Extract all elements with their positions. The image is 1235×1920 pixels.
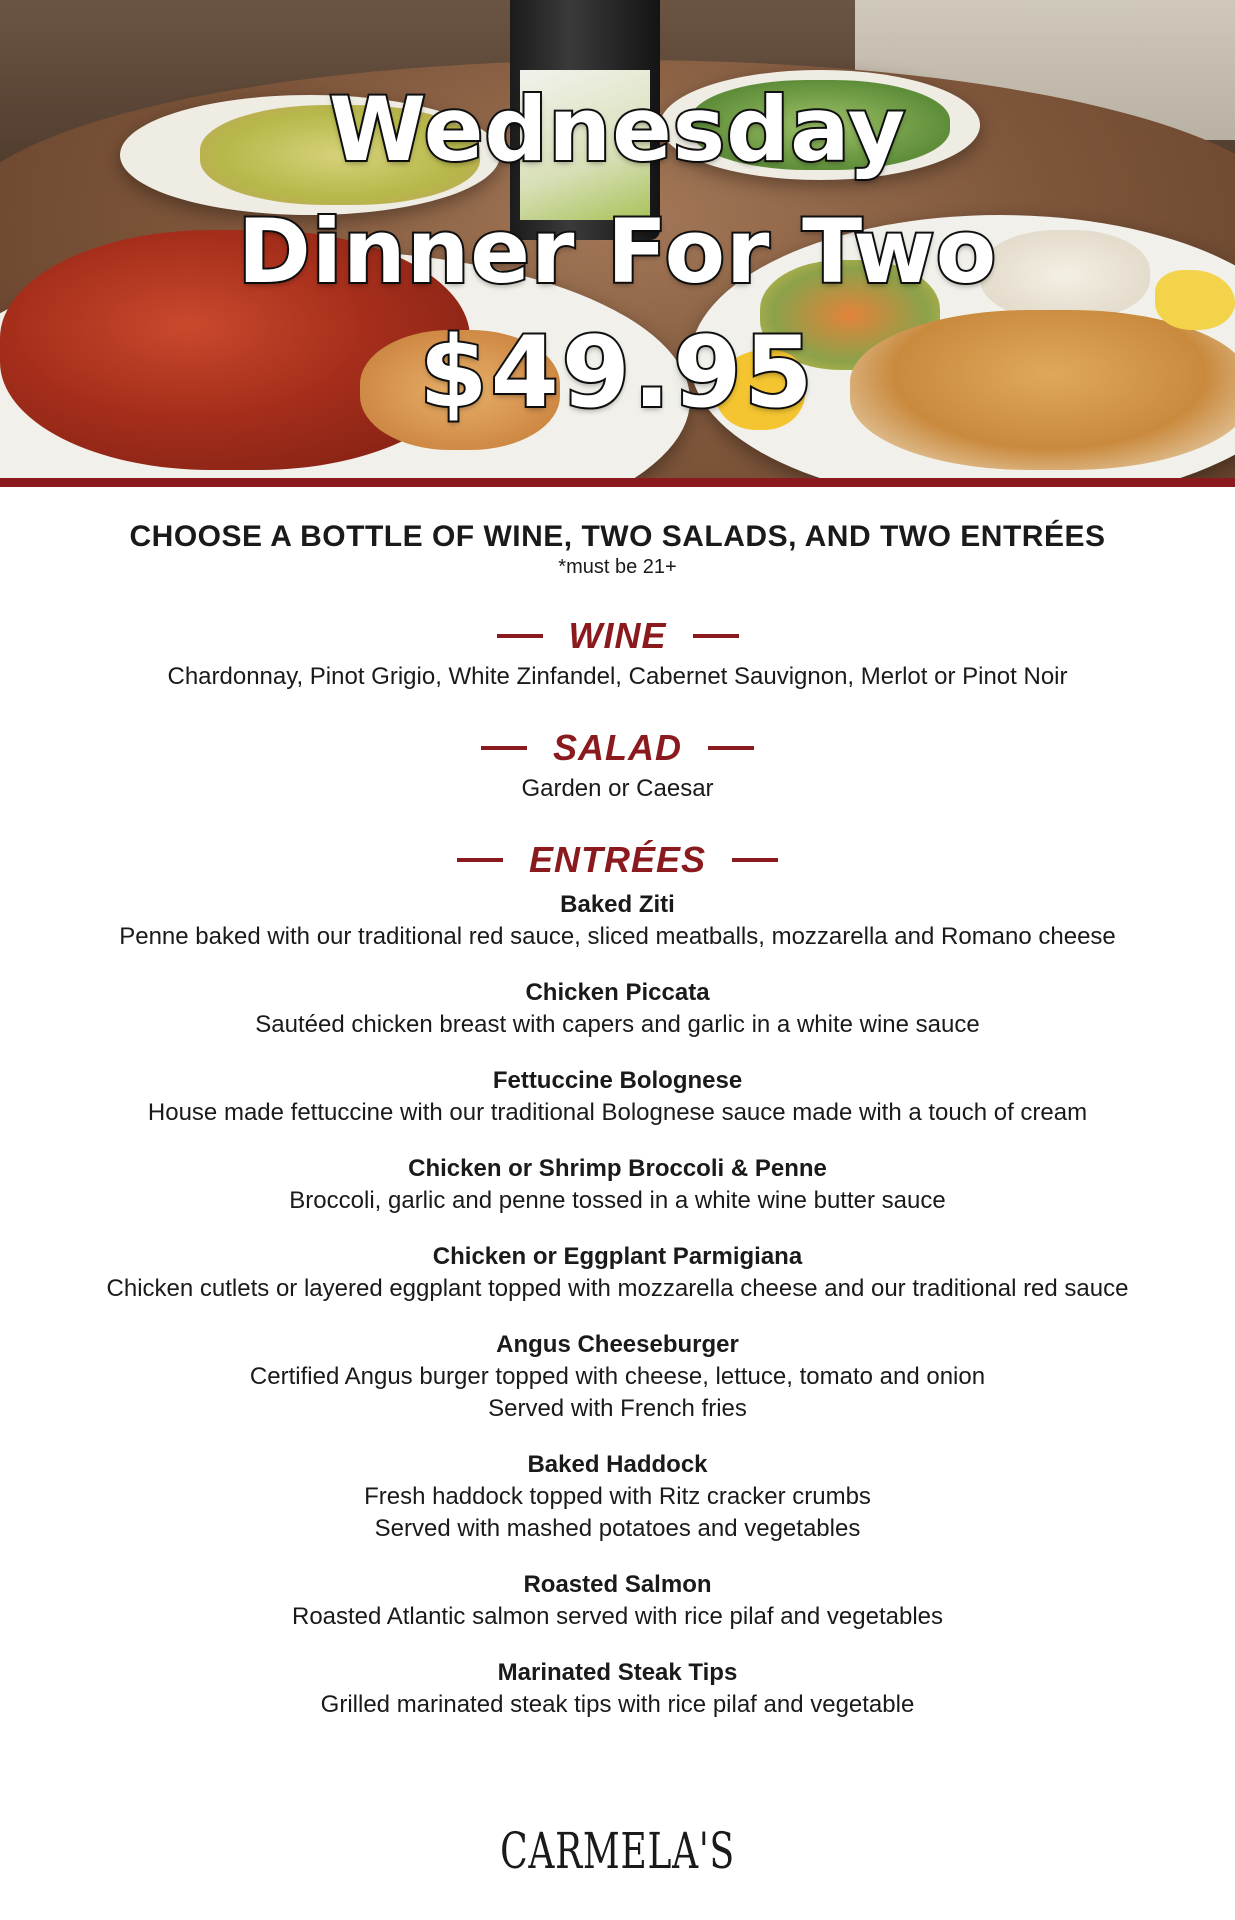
salad-options: Garden or Caesar bbox=[521, 775, 714, 802]
entree-description: Penne baked with our traditional red sauce, sliced meatballs, mozzarella and Romano cheese bbox=[119, 923, 1116, 950]
entree-description: Chicken cutlets or layered eggplant topped with mozzarella cheese and our traditional red sauce bbox=[106, 1275, 1129, 1302]
hero-photo bbox=[0, 0, 1235, 486]
entree-item bbox=[0, 1067, 1235, 1127]
entree-description: Fresh haddock topped with Ritz cracker crumbs bbox=[364, 1483, 871, 1510]
title-dash bbox=[497, 634, 543, 638]
entree-description: Roasted Atlantic salmon served with rice pilaf and vegetables bbox=[291, 1603, 944, 1630]
entree-description: Grilled marinated steak tips with rice pilaf and vegetable bbox=[320, 1691, 915, 1718]
wine-options: Chardonnay, Pinot Grigio, White Zinfandel, Cabernet Sauvignon, Merlot or Pinot Noir bbox=[167, 663, 1068, 690]
title-dash bbox=[732, 858, 778, 862]
title-dash bbox=[693, 634, 739, 638]
carmelas-logo: CARMELA'S bbox=[500, 1822, 735, 1880]
title-dash bbox=[481, 746, 527, 750]
entrees-section-title bbox=[0, 839, 1235, 881]
offer-headline: CHOOSE A BOTTLE OF WINE, TWO SALADS, AND TWO ENTRÉES bbox=[129, 520, 1106, 553]
age-note: *must be 21+ bbox=[558, 556, 677, 578]
entree-item bbox=[0, 1243, 1235, 1303]
hero-title-line1: Wednesday bbox=[328, 78, 907, 181]
hero-price: $49.95 bbox=[419, 316, 816, 430]
entree-name: Chicken Piccata bbox=[525, 979, 710, 1006]
entree-name: Roasted Salmon bbox=[523, 1571, 712, 1598]
entree-name: Marinated Steak Tips bbox=[497, 1659, 738, 1686]
entree-name: Baked Haddock bbox=[527, 1451, 708, 1478]
salad-section-title bbox=[0, 727, 1235, 769]
hero-divider bbox=[0, 478, 1235, 487]
entree-item bbox=[0, 1331, 1235, 1423]
title-dash bbox=[457, 858, 503, 862]
entree-item bbox=[0, 891, 1235, 951]
entrees-heading: ENTRÉES bbox=[528, 839, 707, 880]
entree-description: Sautéed chicken breast with capers and garlic in a white wine sauce bbox=[255, 1011, 980, 1038]
wine-heading: WINE bbox=[568, 615, 667, 656]
entree-description: House made fettuccine with our traditional Bolognese sauce made with a touch of cream bbox=[147, 1099, 1088, 1126]
entree-side: Served with mashed potatoes and vegetables bbox=[374, 1515, 861, 1542]
entree-side: Served with French fries bbox=[488, 1395, 747, 1422]
salad-heading: SALAD bbox=[553, 727, 682, 768]
entree-list bbox=[0, 891, 1235, 1719]
hero-title-line2: Dinner For Two bbox=[237, 200, 998, 303]
entree-name: Fettuccine Bolognese bbox=[492, 1067, 743, 1094]
entree-name: Chicken or Shrimp Broccoli & Penne bbox=[408, 1155, 827, 1182]
title-dash bbox=[708, 746, 754, 750]
entree-description: Broccoli, garlic and penne tossed in a white wine butter sauce bbox=[289, 1187, 946, 1214]
entree-name: Baked Ziti bbox=[560, 891, 675, 918]
entree-name: Chicken or Eggplant Parmigiana bbox=[432, 1243, 803, 1270]
entree-description: Certified Angus burger topped with cheese, lettuce, tomato and onion bbox=[249, 1363, 986, 1390]
entree-item bbox=[0, 979, 1235, 1039]
menu-content bbox=[0, 510, 1235, 1719]
entree-item bbox=[0, 1155, 1235, 1215]
entree-item bbox=[0, 1659, 1235, 1719]
entree-name: Angus Cheeseburger bbox=[496, 1331, 739, 1358]
wine-section-title bbox=[0, 615, 1235, 657]
entree-item bbox=[0, 1451, 1235, 1543]
entree-item bbox=[0, 1571, 1235, 1631]
